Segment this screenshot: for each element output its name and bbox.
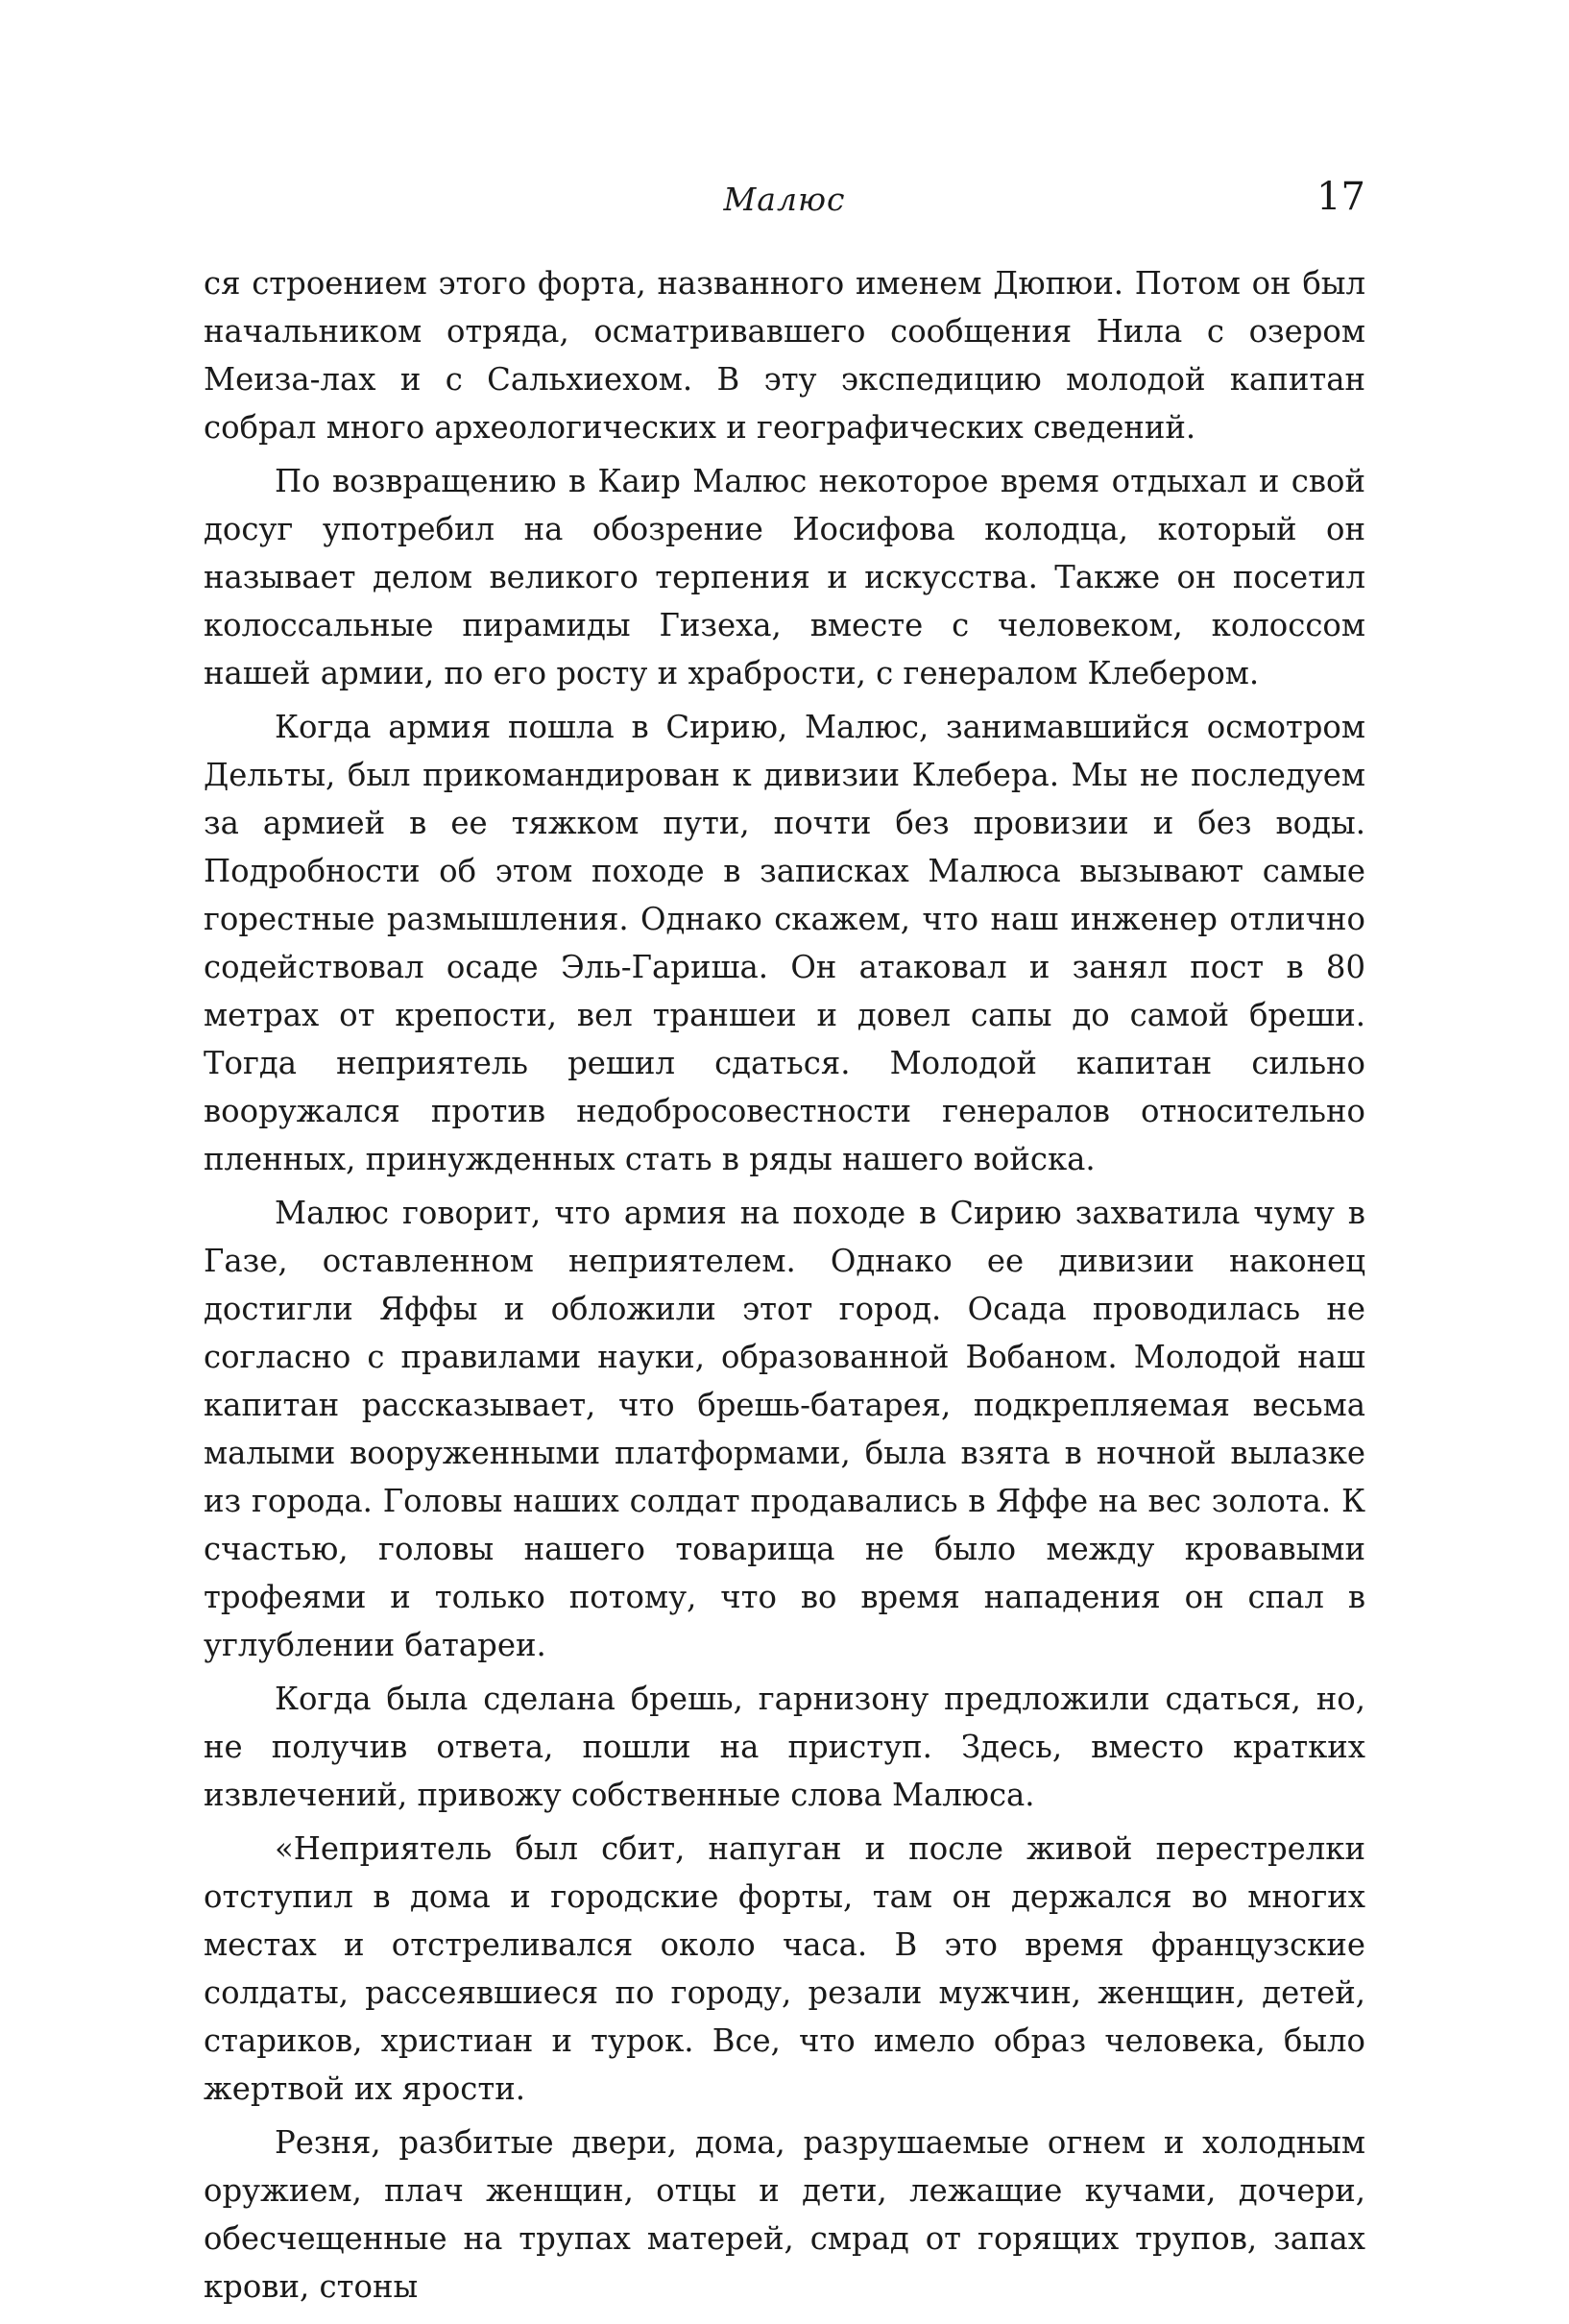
paragraph-syria-campaign: Когда армия пошла в Сирию, Малюс, занимавшийся осмотром Дельты, был прикомандирован к дивизии Клебера. Мы не последуем за армией в ее тяжком пути, почти без провизии и без воды. Подробности об этом походе в записках Малюса вызывают самые горестные размышления. Однако скажем, что наш инженер отлично содействовал осаде Эль-Гариша. Он атаковал и занял пост в 80 метрах от крепости, вел траншеи и довел сапы до самой бреши. Тогда неприятель решил сдаться. Молодой капитан сильно вооружался против недобросовестности генералов относительно пленных, принужденных стать в ряды нашего войска.: [204, 709, 1365, 1177]
paragraph-breach: Когда была сделана брешь, гарнизону предложили сдаться, но, не получив ответа, пошли на приступ. Здесь, вместо кратких извлечений, привожу собственные слова Малюса.: [204, 1681, 1365, 1813]
running-head: [204, 175, 1365, 229]
body-text: [204, 259, 1365, 2316]
paragraph-jaffa-siege: Малюс говорит, что армия на походе в Сирию захватила чуму в Газе, оставленном неприятелем. Однако ее дивизии наконец достигли Яффы и обложили этот город. Осада проводилась не согласно с правилами науки, образованной Вобаном. Молодой наш капитан рассказывает, что брешь-батарея, подкрепляемая весьма малыми вооруженными платформами, была взята в ночной вылазке из города. Головы наших солдат продавались в Яффе на вес золота. К счастью, головы нашего товарища не было между кровавыми трофеями и только потому, что во время нападения он спал в углублении батареи.: [204, 1195, 1365, 1663]
paragraph-massacre: Резня, разбитые двери, дома, разрушаемые огнем и холодным оружием, плач женщин, отцы и дети, лежащие кучами, дочери, обесчещенные на трупах матерей, смрад от горящих трупов, запах крови, стоны: [204, 2124, 1365, 2305]
paragraph-continuation: ся строением этого форта, названного именем Дюпюи. Потом он был начальником отряда, осматривавшего сообщения Нила с озером Меиза-лах и с Сальхиехом. В эту экспедицию молодой капитан собрал много археологических и географических сведений.: [204, 265, 1365, 446]
running-title: Малюс: [723, 181, 846, 218]
paragraph-quote-start: «Неприятель был сбит, напуган и после живой перестрелки отступил в дома и городские форты, там он держался во многих местах и отстреливался около часа. В это время французские солдаты, рассеявшиеся по городу, резали мужчин, женщин, детей, стариков, христиан и турок. Все, что имело образ человека, было жертвой их ярости.: [204, 1830, 1365, 2107]
paragraph-cairo: По возвращению в Каир Малюс некоторое время отдыхал и свой досуг употребил на обозрение Иосифова колодца, который он называет делом великого терпения и искусства. Также он посетил колоссальные пирамиды Гизеха, вместе с человеком, колоссом нашей армии, по его росту и храбрости, с генералом Клебером.: [204, 463, 1365, 691]
page-number: 17: [1316, 175, 1365, 219]
